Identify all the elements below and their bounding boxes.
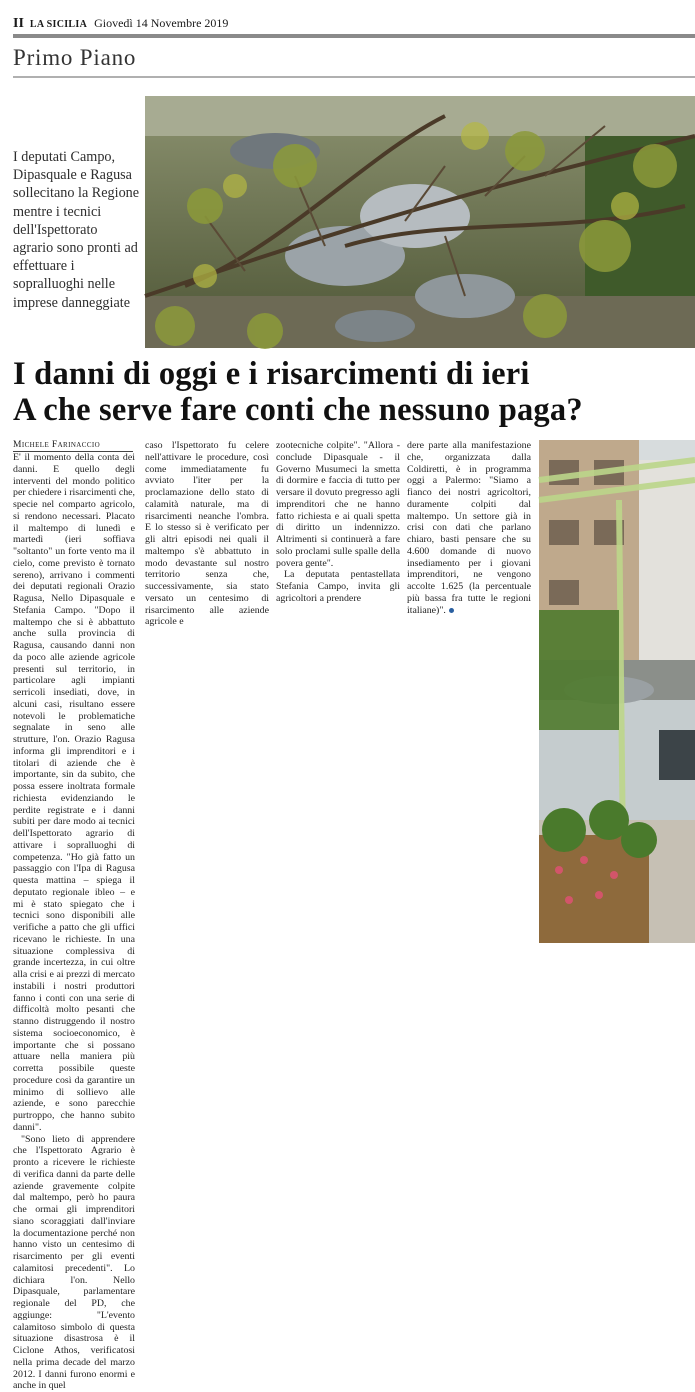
article-paragraph: La deputata pentastellata Stefania Campo, invita gli agricoltori a prendere (276, 569, 400, 604)
newspaper-name: LA SICILIA (30, 19, 87, 30)
headline (13, 356, 695, 428)
fallen-tree-photo (145, 96, 695, 348)
section-title: Primo Piano (13, 44, 136, 72)
page-number: II (13, 16, 24, 31)
article-column-1 (13, 452, 135, 952)
flooded-street-photo (539, 440, 695, 943)
flooded-street-illustration (539, 440, 695, 943)
article-column-3 (276, 440, 400, 605)
fallen-tree-illustration (145, 96, 695, 348)
byline: Michele Farinaccio (13, 439, 133, 452)
headline-line-1: I danni di oggi e i risarcimenti di ieri (13, 356, 695, 392)
article-paragraph: dere parte alla manifestazione che, organizzata dalla Coldiretti, è in programma oggi a Palermo: "Siamo a fianco dei nostri agricoltori, duramente colpiti dal maltempo. Un settore già in crisi con dati che parlano chiaro, basti pensare che su 4.600 domande di nuovo insediamento per i giovani imprenditori, ne vengono accolte 1.625 (la percentuale più bassa fra tutte le regioni italiane)". (407, 440, 531, 616)
article-paragraph: zootecniche colpite". "Allora - conclude Dipasquale - il Governo Musumeci la smetta di dormire e faccia di tutto per versare il dovuto pregresso agli imprenditori che ne hanno fatto richiesta e ai quali spetta di diritto un indennizzo. Altrimenti si continuerà a fare solo proclami sulle spalle della povera gente". (276, 440, 400, 569)
article-paragraph: "Sono lieto di apprendere che l'Ispettorato Agrario è pronto a ricevere le richieste di verifica danni da parte delle aziende gravemente colpite dal maltempo, però ho paura che ormai gli imprenditori siano scoraggiati dall'inviare la documentazione perché non hanno visto un centesimo di risarcimento per gli eventi calamitosi precedenti". Lo dichiara l'on. Nello Dipasquale, parlamentare regionale del PD, che aggiunge: "L'evento calamitoso simbolo di questa situazione disastrosa è il Ciclone Athos, verificatosi nella prima decade del marzo 2012. I danni furono enormi e anche in quel (13, 1134, 135, 1392)
headline-line-2: A che serve fare conti che nessuno paga? (13, 392, 695, 428)
masthead (13, 14, 683, 32)
masthead-rule (13, 34, 695, 38)
section-rule (13, 76, 695, 78)
article-column-2 (145, 440, 269, 628)
article-column-4 (407, 440, 531, 616)
end-of-article-icon (449, 608, 454, 613)
article-paragraph: E' il momento della conta dei danni. E quello degli interventi del mondo politico per chiedere i risarcimenti che, specie nel comparto agricolo, si rendono necessari. Placato il maltempo di lunedì e martedì (ieri soffiava "soltanto" un forte vento ma il cielo, come previsto è tornato sereno), arrivano i commenti dei deputati regionali Orazio Ragusa, Nello Dipasquale e Stefania Campo. "Dopo il maltempo che si è abbattuto anche sulla provincia di Ragusa, causando danni non da poco alle aziende agricole presenti sul territorio, in particolare agli impianti serricoli insediati, dove, in alcuni casi, risultano essere notevoli le problematiche segnalate in seno alle strutture, l'on. Orazio Ragusa informa gli imprenditori e i titolari di aziende che è importante, sin da subito, che possa essere inoltrata formale richiesta evidenziando le perdite registrate e i danni subiti per dare modo ai tecnici dell'Ispettorato agrario di attivare i sopralluoghi di competenza. "Ho già fatto un passaggio con l'Ipa di Ragusa questa mattina – spiega il deputato regionale ibleo – e mi è stato spiegato che i tecnici sono disponibili alle verifiche a patto che gli uffici ricevano le richieste. In una situazione complessiva di grande incertezza, in cui oltre alla crisi e ai prezzi di mercato instabili i nostri produttori fanno i conti con una serie di difficoltà molto pesanti che stanno distruggendo il nostro sistema socioeconomico, è importante che si possano attuare nella maniera più corretta possibile queste procedure così da garantire un minimo di sollievo alle aziende, e sono parecchie purtroppo, che hanno subito danni". (13, 452, 135, 1134)
standfirst: I deputati Campo, Dipasquale e Ragusa sollecitano la Regione mentre i tecnici dell'Ispettorato agrario sono pronti ad effettuare i sopralluoghi nelle imprese danneggiate (13, 148, 141, 312)
article-paragraph: caso l'Ispettorato fu celere nell'attivare le procedure, così come immediatamente fu avviato l'iter per la proclamazione dello stato di calamità naturale, ma di risarcimenti neanche l'ombra. E lo stesso si è verificato per gli altri episodi nei quali il maltempo s'è abbattuto in modo devastante sul nostro territorio senza che, successivamente, sia stato versato un centesimo di risarcimento alle aziende agricole e (145, 440, 269, 628)
issue-date: Giovedì 14 Novembre 2019 (94, 16, 228, 30)
